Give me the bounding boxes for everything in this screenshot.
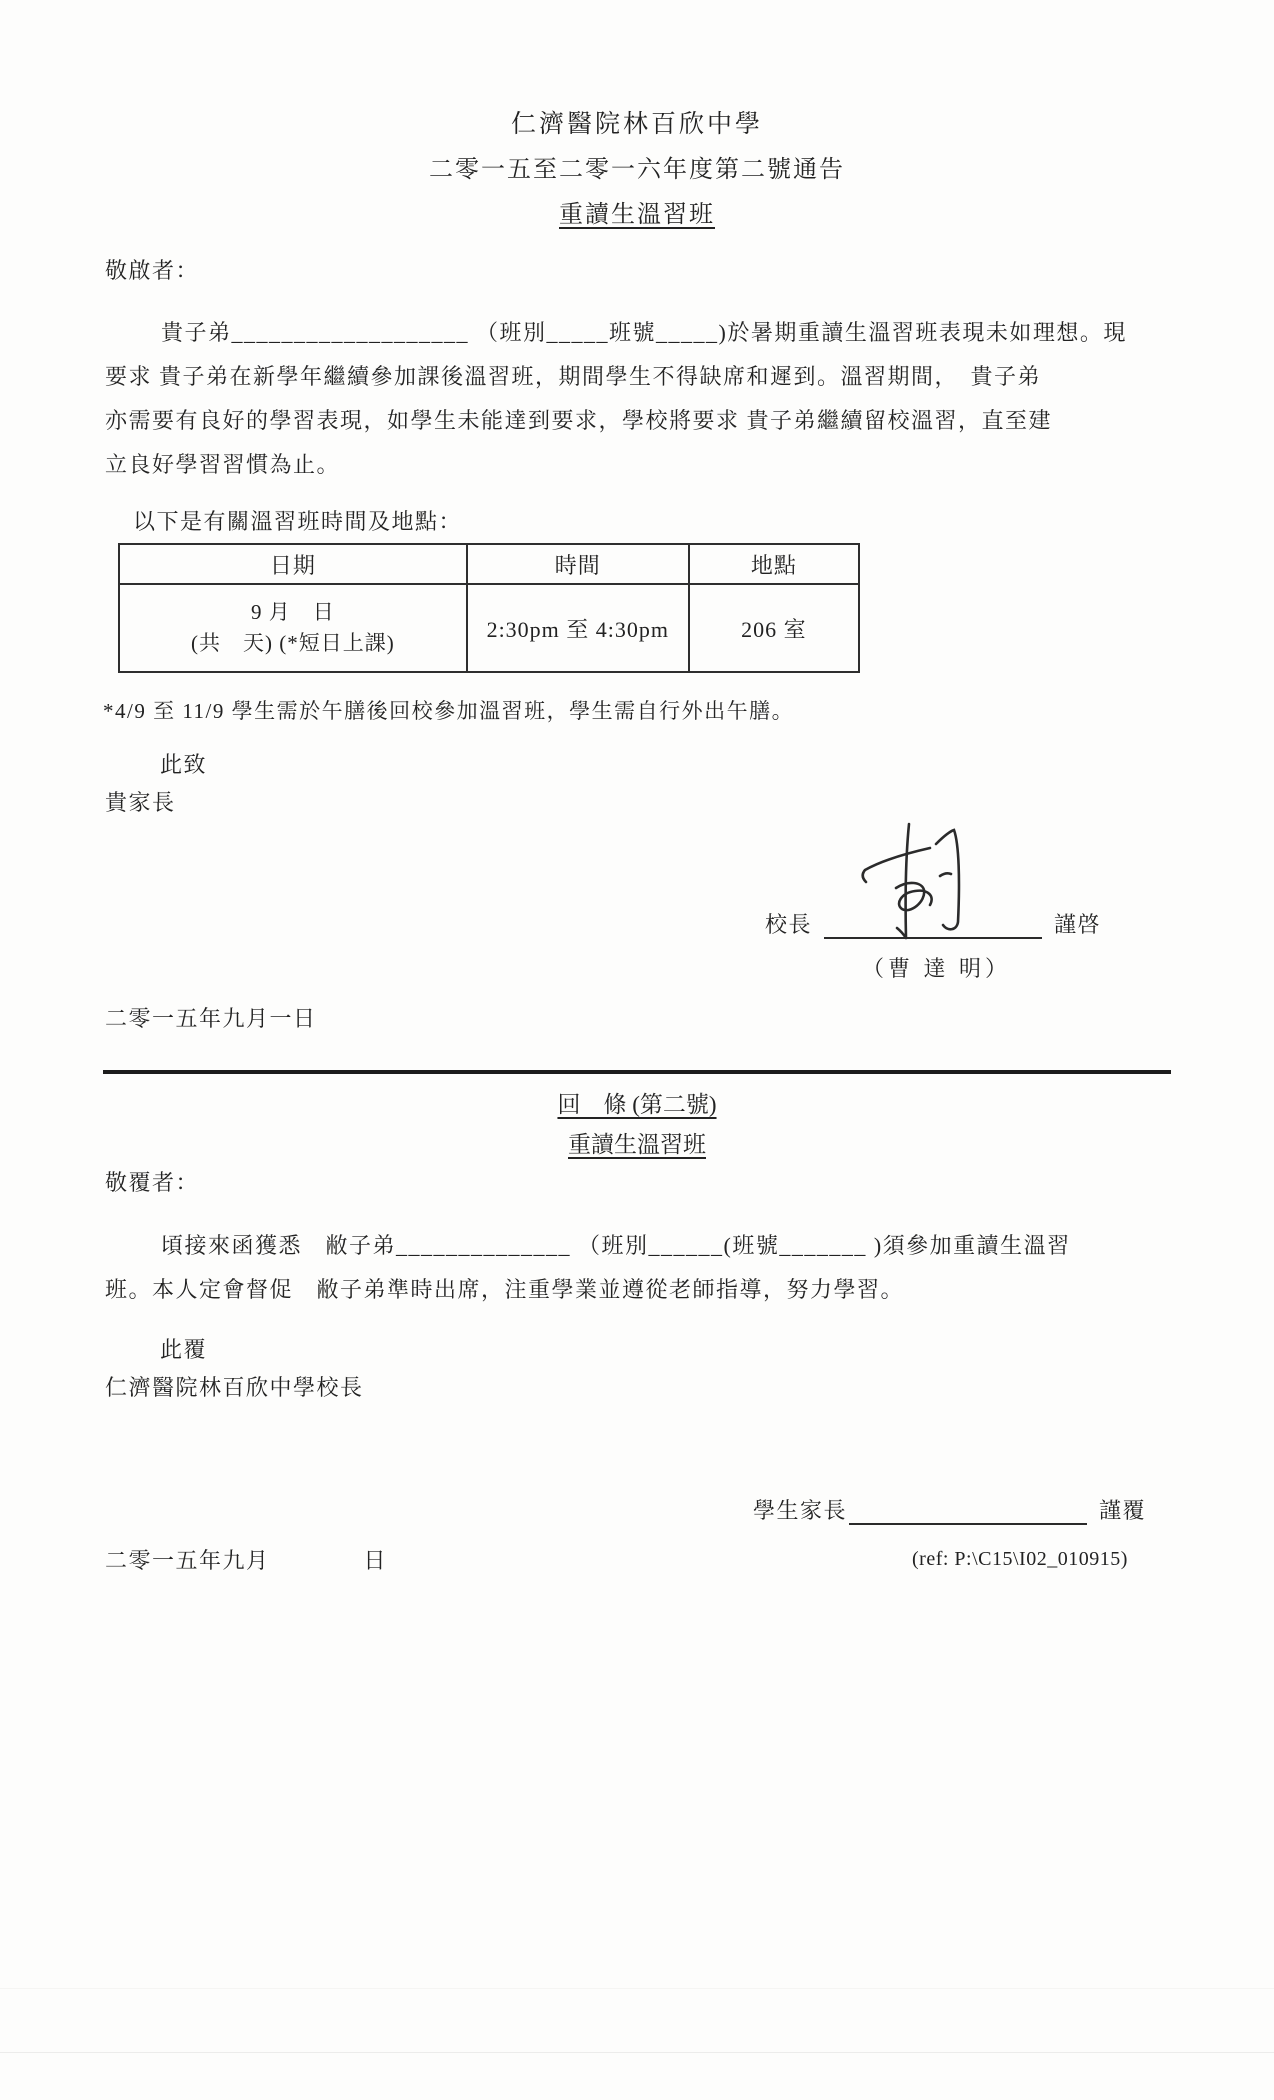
- reply-body-paragraph: [105, 1224, 1174, 1312]
- principal-signature-line: [824, 911, 1042, 939]
- notice-body-line: 要求 貴子弟在新學年繼續參加課後溫習班，期間學生不得缺席和遲到。溫習期間， 貴子弟: [105, 364, 1042, 389]
- scan-artifact: [0, 1988, 1274, 1989]
- schedule-data-row: [119, 584, 859, 672]
- notice-closing: 此致: [160, 752, 208, 777]
- date-line2: (共 天) (*短日上課): [191, 631, 395, 655]
- reply-salutation: 敬覆者：: [105, 1170, 200, 1195]
- cell-venue: 206 室: [689, 584, 859, 672]
- principal-sign-row: [765, 908, 1101, 939]
- scan-artifact: [0, 2052, 1274, 2053]
- reply-addressee: 仁濟醫院林百欣中學校長: [105, 1375, 364, 1400]
- notice-body-line: 亦需要有良好的學習表現，如學生未能達到要求，學校將要求 貴子弟繼續留校溫習，直至建: [105, 408, 1053, 433]
- principal-name: （曹 達 明）: [862, 956, 1012, 981]
- table-footnote: *4/9 至 11/9 學生需於午膳後回校參加溫習班，學生需自行外出午膳。: [103, 699, 795, 723]
- reference-code: (ref: P:\C15\I02_010915): [912, 1548, 1128, 1570]
- reply-closing: 此覆: [160, 1337, 208, 1362]
- principal-label: 校長: [765, 912, 813, 937]
- header-time: 時間: [467, 544, 689, 584]
- notice-subject: 重讀生溫習班: [559, 202, 715, 228]
- parent-signature-line: [849, 1497, 1087, 1525]
- notice-addressee: 貴家長: [105, 790, 176, 815]
- notice-date: 二零一五年九月一日: [105, 1006, 317, 1031]
- parent-sign-off: 謹覆: [1099, 1498, 1147, 1523]
- notice-body-line: 立良好學習習慣為止。: [105, 452, 341, 477]
- date-line1: 9 月 日: [251, 600, 335, 624]
- parent-label: 學生家長: [753, 1498, 848, 1523]
- section-divider: [103, 1070, 1171, 1074]
- reply-body-line: 班。本人定會督促 敝子弟準時出席，注重學業並遵從老師指導，努力學習。: [105, 1277, 905, 1302]
- notice-body-line: 貴子弟___________________ （班別_____班號_____)於暑期重讀生溫習班表現未如理想。現: [161, 320, 1127, 345]
- notice-salutation: 敬啟者：: [105, 258, 200, 283]
- notice-number: 二零一五至二零一六年度第二號通告: [429, 157, 845, 183]
- notice-body-paragraph: [105, 311, 1174, 487]
- schedule-table: [118, 543, 860, 673]
- cell-time: 2:30pm 至 4:30pm: [467, 584, 689, 672]
- parent-sign-row: [753, 1494, 1146, 1525]
- school-name: 仁濟醫院林百欣中學: [510, 111, 763, 138]
- reply-body-line: 頃接來函獲悉 敝子弟______________ （班別______(班號_______ )須參加重讀生溫習: [161, 1233, 1071, 1258]
- cell-date: [119, 584, 467, 672]
- reply-slip-subject: 重讀生溫習班: [568, 1132, 706, 1157]
- schedule-header-row: [119, 544, 859, 584]
- header-date: 日期: [119, 544, 467, 584]
- header-venue: 地點: [689, 544, 859, 584]
- principal-sign-off: 謹啓: [1054, 912, 1102, 937]
- reply-date: 二零一五年九月 日: [105, 1548, 388, 1573]
- reply-slip-title: 回 條 (第二號): [557, 1092, 717, 1117]
- table-intro: 以下是有關溫習班時間及地點：: [133, 509, 463, 534]
